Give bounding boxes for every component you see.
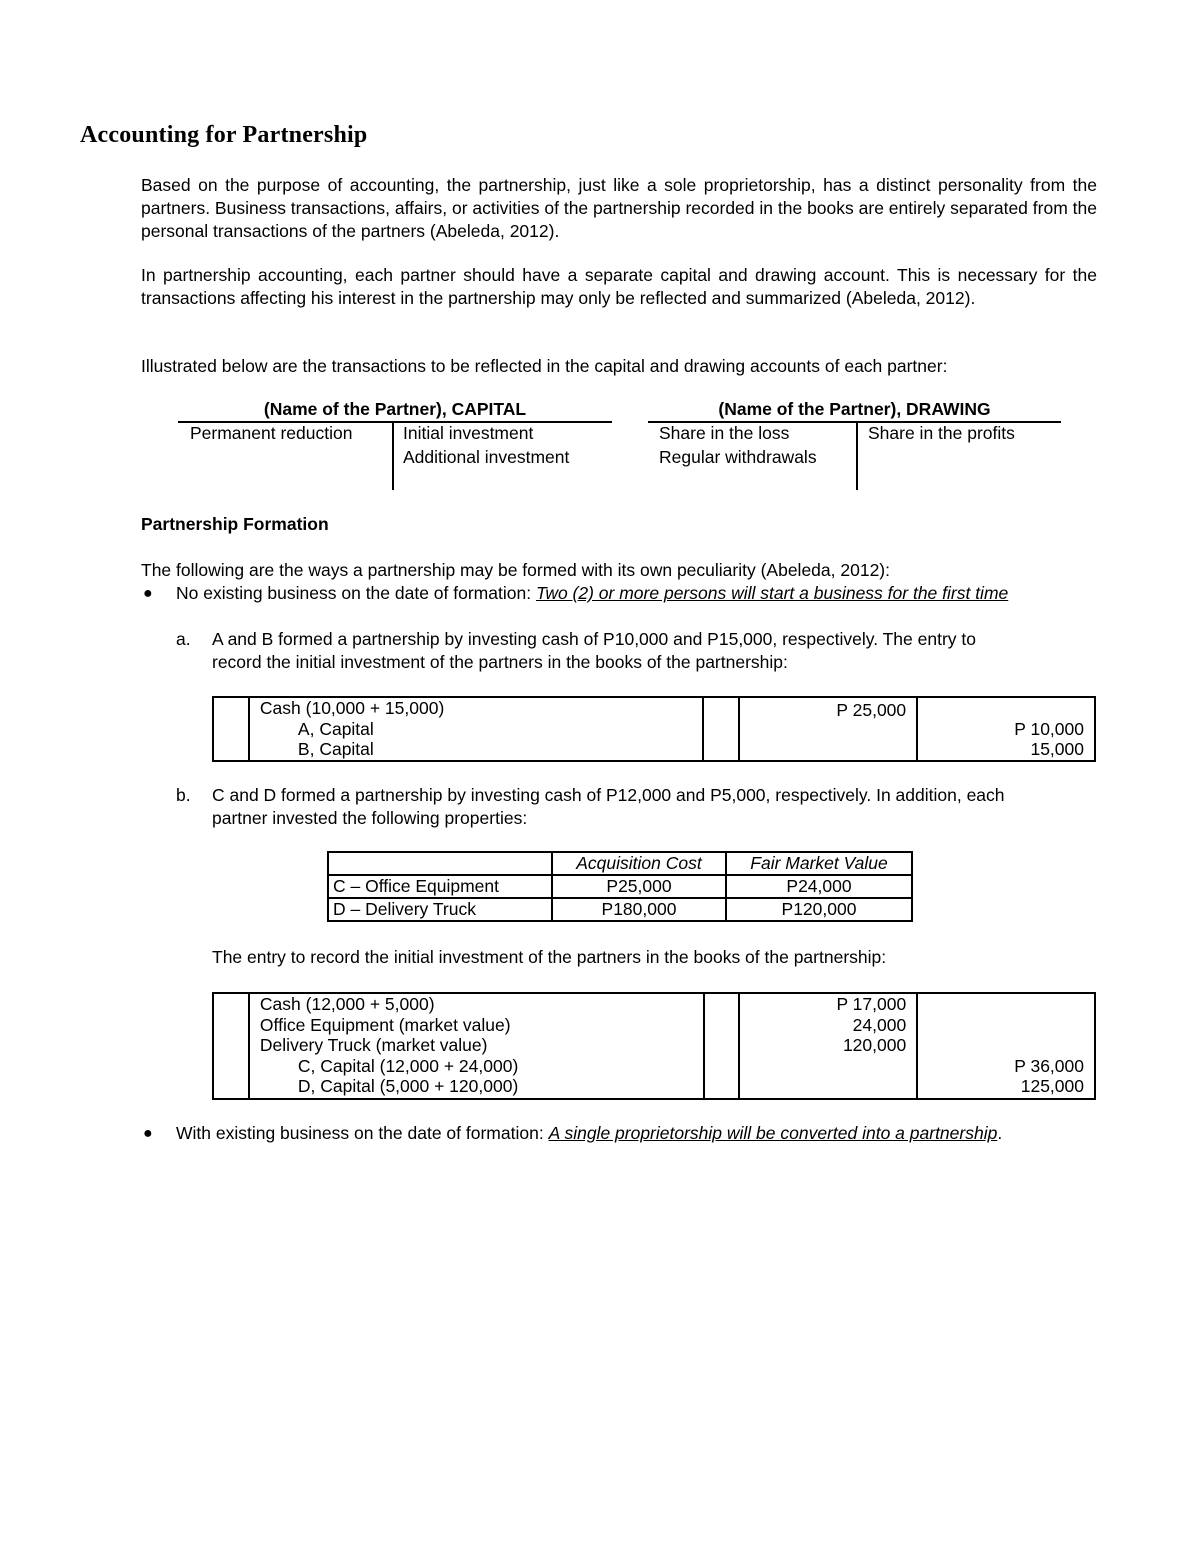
journal-debit-cell (739, 697, 917, 761)
journal-debit: P 17,000 (836, 994, 907, 1014)
properties-row (328, 875, 912, 898)
item-b-marker: b. (176, 785, 191, 805)
journal-debit: 24,000 (852, 1014, 907, 1035)
property-cost: P25,000 (552, 875, 726, 898)
property-fair-value: P120,000 (726, 898, 912, 921)
item-a-line: record the initial investment of the partners in the books of the partnership: (212, 652, 788, 672)
drawing-account-title: (Name of the Partner), DRAWING (718, 399, 991, 419)
drawing-debit-item: Share in the loss (659, 423, 790, 443)
properties-header-cell: Fair Market Value (726, 852, 912, 875)
properties-header-cell: Acquisition Cost (552, 852, 726, 875)
journal-debit: P 25,000 (836, 700, 907, 720)
journal-line: C, Capital (12,000 + 24,000) (297, 1055, 519, 1076)
bullet-label: No existing business on the date of formation: (176, 583, 536, 603)
capital-account-divider (392, 422, 394, 490)
journal-ref-cell (704, 993, 740, 1099)
journal-description-cell (249, 993, 704, 1099)
illustration-paragraph: Illustrated below are the transactions to be reflected in the capital and drawing accounts of each partner: (141, 356, 948, 376)
journal-credit: 15,000 (1030, 739, 1084, 759)
journal-entry-b (212, 992, 1096, 1100)
properties-header-row (328, 852, 912, 875)
drawing-account-divider (856, 422, 858, 490)
item-b-line: C and D formed a partnership by investing cash of P12,000 and P5,000, respectively. In addition, each (212, 785, 1005, 805)
capital-debit-item: Permanent reduction (190, 423, 353, 443)
journal-line: B, Capital (297, 739, 374, 759)
bullet-icon: ● (143, 1125, 153, 1142)
properties-table (327, 851, 913, 922)
journal-credit: P 10,000 (1014, 718, 1084, 739)
property-name: D – Delivery Truck (328, 898, 552, 921)
entry-intro: The entry to record the initial investment of the partners in the books of the partnership: (212, 947, 887, 967)
drawing-credit-item: Share in the profits (868, 423, 1015, 443)
item-b-line: partner invested the following properties: (212, 808, 528, 828)
item-a-marker: a. (176, 629, 191, 649)
journal-credit (918, 1035, 1084, 1056)
journal-credit: P 36,000 (1014, 1055, 1084, 1076)
journal-line: Office Equipment (market value) (259, 1014, 511, 1035)
bullet-end: . (997, 1123, 1003, 1143)
accounts-paragraph: In partnership accounting, each partner should have a separate capital and drawing account. This is necessary for the transactions affecting his interest in the partnership may only be reflected and summarized (Abeleda, 2012). (141, 265, 1097, 308)
properties-header-cell (328, 852, 552, 875)
bullet-icon: ● (143, 585, 153, 602)
item-a-line: A and B formed a partnership by investing cash of P10,000 and P15,000, respectively. The entry to (212, 629, 976, 649)
journal-debit-cell (739, 993, 917, 1099)
drawing-debit-item: Regular withdrawals (659, 447, 817, 467)
journal-credit: 125,000 (1020, 1076, 1084, 1096)
capital-account-title: (Name of the Partner), CAPITAL (263, 399, 527, 419)
journal-line: Cash (12,000 + 5,000) (259, 994, 435, 1014)
capital-credit-item: Initial investment (403, 423, 534, 443)
journal-debit: 120,000 (842, 1035, 907, 1055)
page-title: Accounting for Partnership (80, 122, 368, 148)
journal-ref-cell (703, 697, 739, 761)
journal-credit (918, 1015, 1084, 1036)
journal-line: Delivery Truck (market value) (259, 1035, 488, 1055)
journal-description-cell (249, 697, 704, 761)
intro-paragraph: Based on the purpose of accounting, the partnership, just like a sole proprietorship, has a distinct personality from the partners. Business transactions, affairs, or activities of the partnership recorded in the books are entirely separated from the personal transactions of the partners (Abeleda, 2012). (141, 175, 1097, 241)
property-fair-value: P24,000 (726, 875, 912, 898)
formation-heading: Partnership Formation (141, 514, 329, 534)
property-cost: P180,000 (552, 898, 726, 921)
formation-intro: The following are the ways a partnership may be formed with its own peculiarity (Abeleda, 2012): (141, 560, 890, 580)
bullet-detail: Two (2) or more persons will start a business for the first time (535, 583, 1009, 603)
journal-credit-cell (917, 697, 1095, 761)
bullet-label: With existing business on the date of formation: (176, 1123, 549, 1143)
bullet-no-existing-business (176, 583, 1008, 604)
journal-line: D, Capital (5,000 + 120,000) (297, 1076, 519, 1096)
properties-row (328, 898, 912, 921)
journal-credit-cell (917, 993, 1095, 1099)
journal-credit (918, 994, 1084, 1015)
capital-credit-item: Additional investment (403, 447, 570, 467)
bullet-detail: A single proprietorship will be converted into a partnership (548, 1123, 998, 1143)
journal-entry-a (212, 696, 1096, 762)
property-name: C – Office Equipment (328, 875, 552, 898)
journal-date-cell (213, 697, 249, 761)
bullet-existing-business (176, 1123, 1002, 1144)
journal-credit (918, 698, 1084, 719)
journal-date-cell (213, 993, 249, 1099)
journal-line: A, Capital (297, 718, 374, 739)
journal-line: Cash (10,000 + 15,000) (259, 698, 445, 718)
